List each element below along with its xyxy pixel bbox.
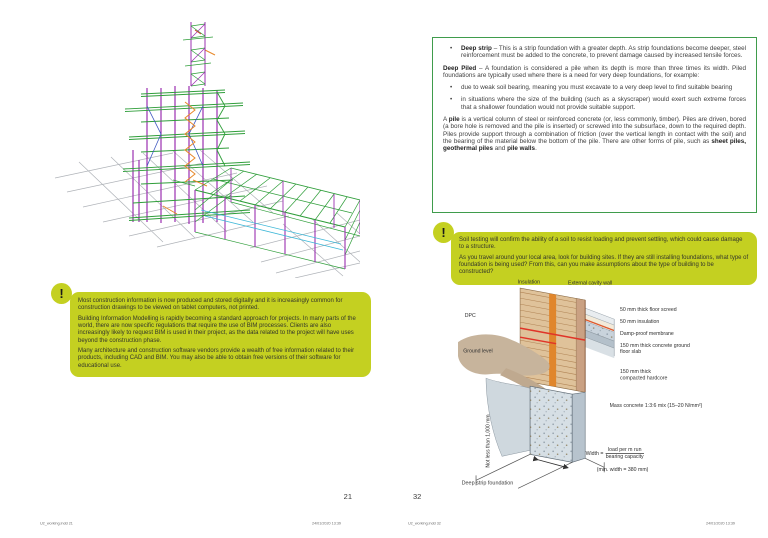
label-insulation-50: 50 mm insulation: [620, 318, 660, 325]
pile-seg: is a vertical column of steel or reinforced concrete (or, less commonly, timber). Piles are driven, bored (a bore hole is removed and the pile is inserted) or screwed into the subsurface, down to the required depth. Piles provide support through a combination of friction (over the vertical length in contact with the soil) and the bearing of the material below the bottom of the pile. There are other forms of pile, such as: [443, 116, 746, 145]
pile-seg: and: [493, 145, 508, 153]
pile-seg-bold: sheet piles, geothermal piles: [443, 137, 746, 153]
para-lead: Deep Piled: [443, 64, 477, 72]
note-callout-bim: [70, 292, 371, 377]
pile-seg: .: [535, 145, 537, 153]
deep-strip-foundation-diagram: [452, 278, 758, 496]
label-insulation: Insulation: [517, 279, 540, 286]
para-pile: [443, 116, 746, 152]
print-slug-date-left: 24/01/2020 13:39: [312, 522, 341, 526]
print-slug-file-left: U2_working.indd 21: [40, 522, 73, 526]
callout-paragraph: As you travel around your local area, look for building sites. If they are still installing foundations, what type of foundation is being used? From this, can you make assumptions about the type of building to be constructed?: [459, 254, 749, 276]
bullet-lead: Deep strip: [461, 45, 492, 52]
label-width-formula: [586, 447, 644, 460]
pile-seg-bold: pile: [448, 116, 460, 124]
bullet-deep-strip: [458, 45, 746, 60]
label-min-width: (min. width = 380 mm): [596, 466, 649, 473]
bullet-skyscraper: • in situations where the size of the building (such as a skyscraper) would exert such extreme forces that a shallower foundation would not provide suitable support.: [458, 96, 746, 111]
label-ground-level: Ground level: [463, 348, 493, 354]
bim-model-illustration: [45, 10, 360, 278]
label-slab: 150 mm thick concrete ground floor slab: [620, 342, 690, 355]
label-mass-concrete: Mass concrete 1:3:6 mix (15–20 N/mm²): [609, 402, 703, 409]
alert-icon: !: [433, 222, 454, 243]
foundation-info-box: [432, 37, 757, 213]
pile-seg-bold: pile walls: [507, 145, 536, 153]
fraction-numerator: load per m run: [606, 447, 644, 454]
print-slug-date-right: 24/01/2020 13:39: [706, 522, 735, 526]
para-deep-piled: [443, 65, 746, 80]
callout-paragraph: Most construction information is now produced and stored digitally and it is increasingly common for construction drawings to be viewed on tablet computers, not printed.: [78, 298, 343, 312]
steel-frame-model-drawing: [45, 10, 360, 278]
callout-paragraph: Soil testing will confirm the ability of a soil to resist loading and prevent settling, which could cause damage to a structure.: [459, 237, 743, 251]
alert-icon: !: [51, 283, 72, 304]
width-equals: Width =: [585, 450, 604, 456]
para-text: – A foundation is considered a pile when its depth is more than three times its width. Piled foundations are typically used where there is a need for very deep foundations, for example:: [443, 64, 747, 79]
callout-paragraph: Many architecture and construction software vendors provide a wealth of free information related to their products, including CAD and BIM. You may also be able to obtain free versions of their software for educational use.: [78, 348, 355, 369]
label-dpc: DPC: [464, 313, 476, 319]
pile-seg: A: [443, 116, 449, 124]
diagram-caption: Deep strip foundation: [461, 480, 514, 486]
bullet-list: [443, 45, 746, 60]
label-floor-screed: 50 mm thick floor screed: [620, 306, 677, 313]
page-number-left: 21: [343, 492, 352, 501]
label-damp-proof-membrane: Damp-proof membrane: [620, 330, 674, 337]
callout-paragraph: Building Information Modelling is rapidly becoming a standard approach for projects. In many parts of the world, there are now specific regulations that require the use of BIM processes. Clients are also increasingly likely to request BIM is used in their project, as the data related to the project will have uses beyond the construction phase.: [78, 315, 356, 344]
bullet-weak-soil: • due to weak soil bearing, meaning you must excavate to a very deep level to find suitable bearing: [458, 84, 746, 91]
label-hardcore: 150 mm thick compacted hardcore: [620, 369, 668, 381]
label-depth-dimension: Not less than 1,000 mm: [485, 414, 492, 468]
bullet-list: [443, 84, 746, 111]
width-fraction: [606, 447, 644, 460]
print-slug-file-right: U2_working.indd 32: [408, 522, 441, 526]
label-external-cavity-wall: External cavity wall: [568, 280, 613, 286]
bullet-text: – This is a strip foundation with a greater depth. As strip foundations become deeper, steel reinforcement must be added to the concrete, to prevent damage caused by increased tensile forces.: [461, 45, 746, 60]
fraction-denominator: bearing capacity: [605, 454, 644, 460]
page-number-right: 32: [413, 492, 422, 501]
